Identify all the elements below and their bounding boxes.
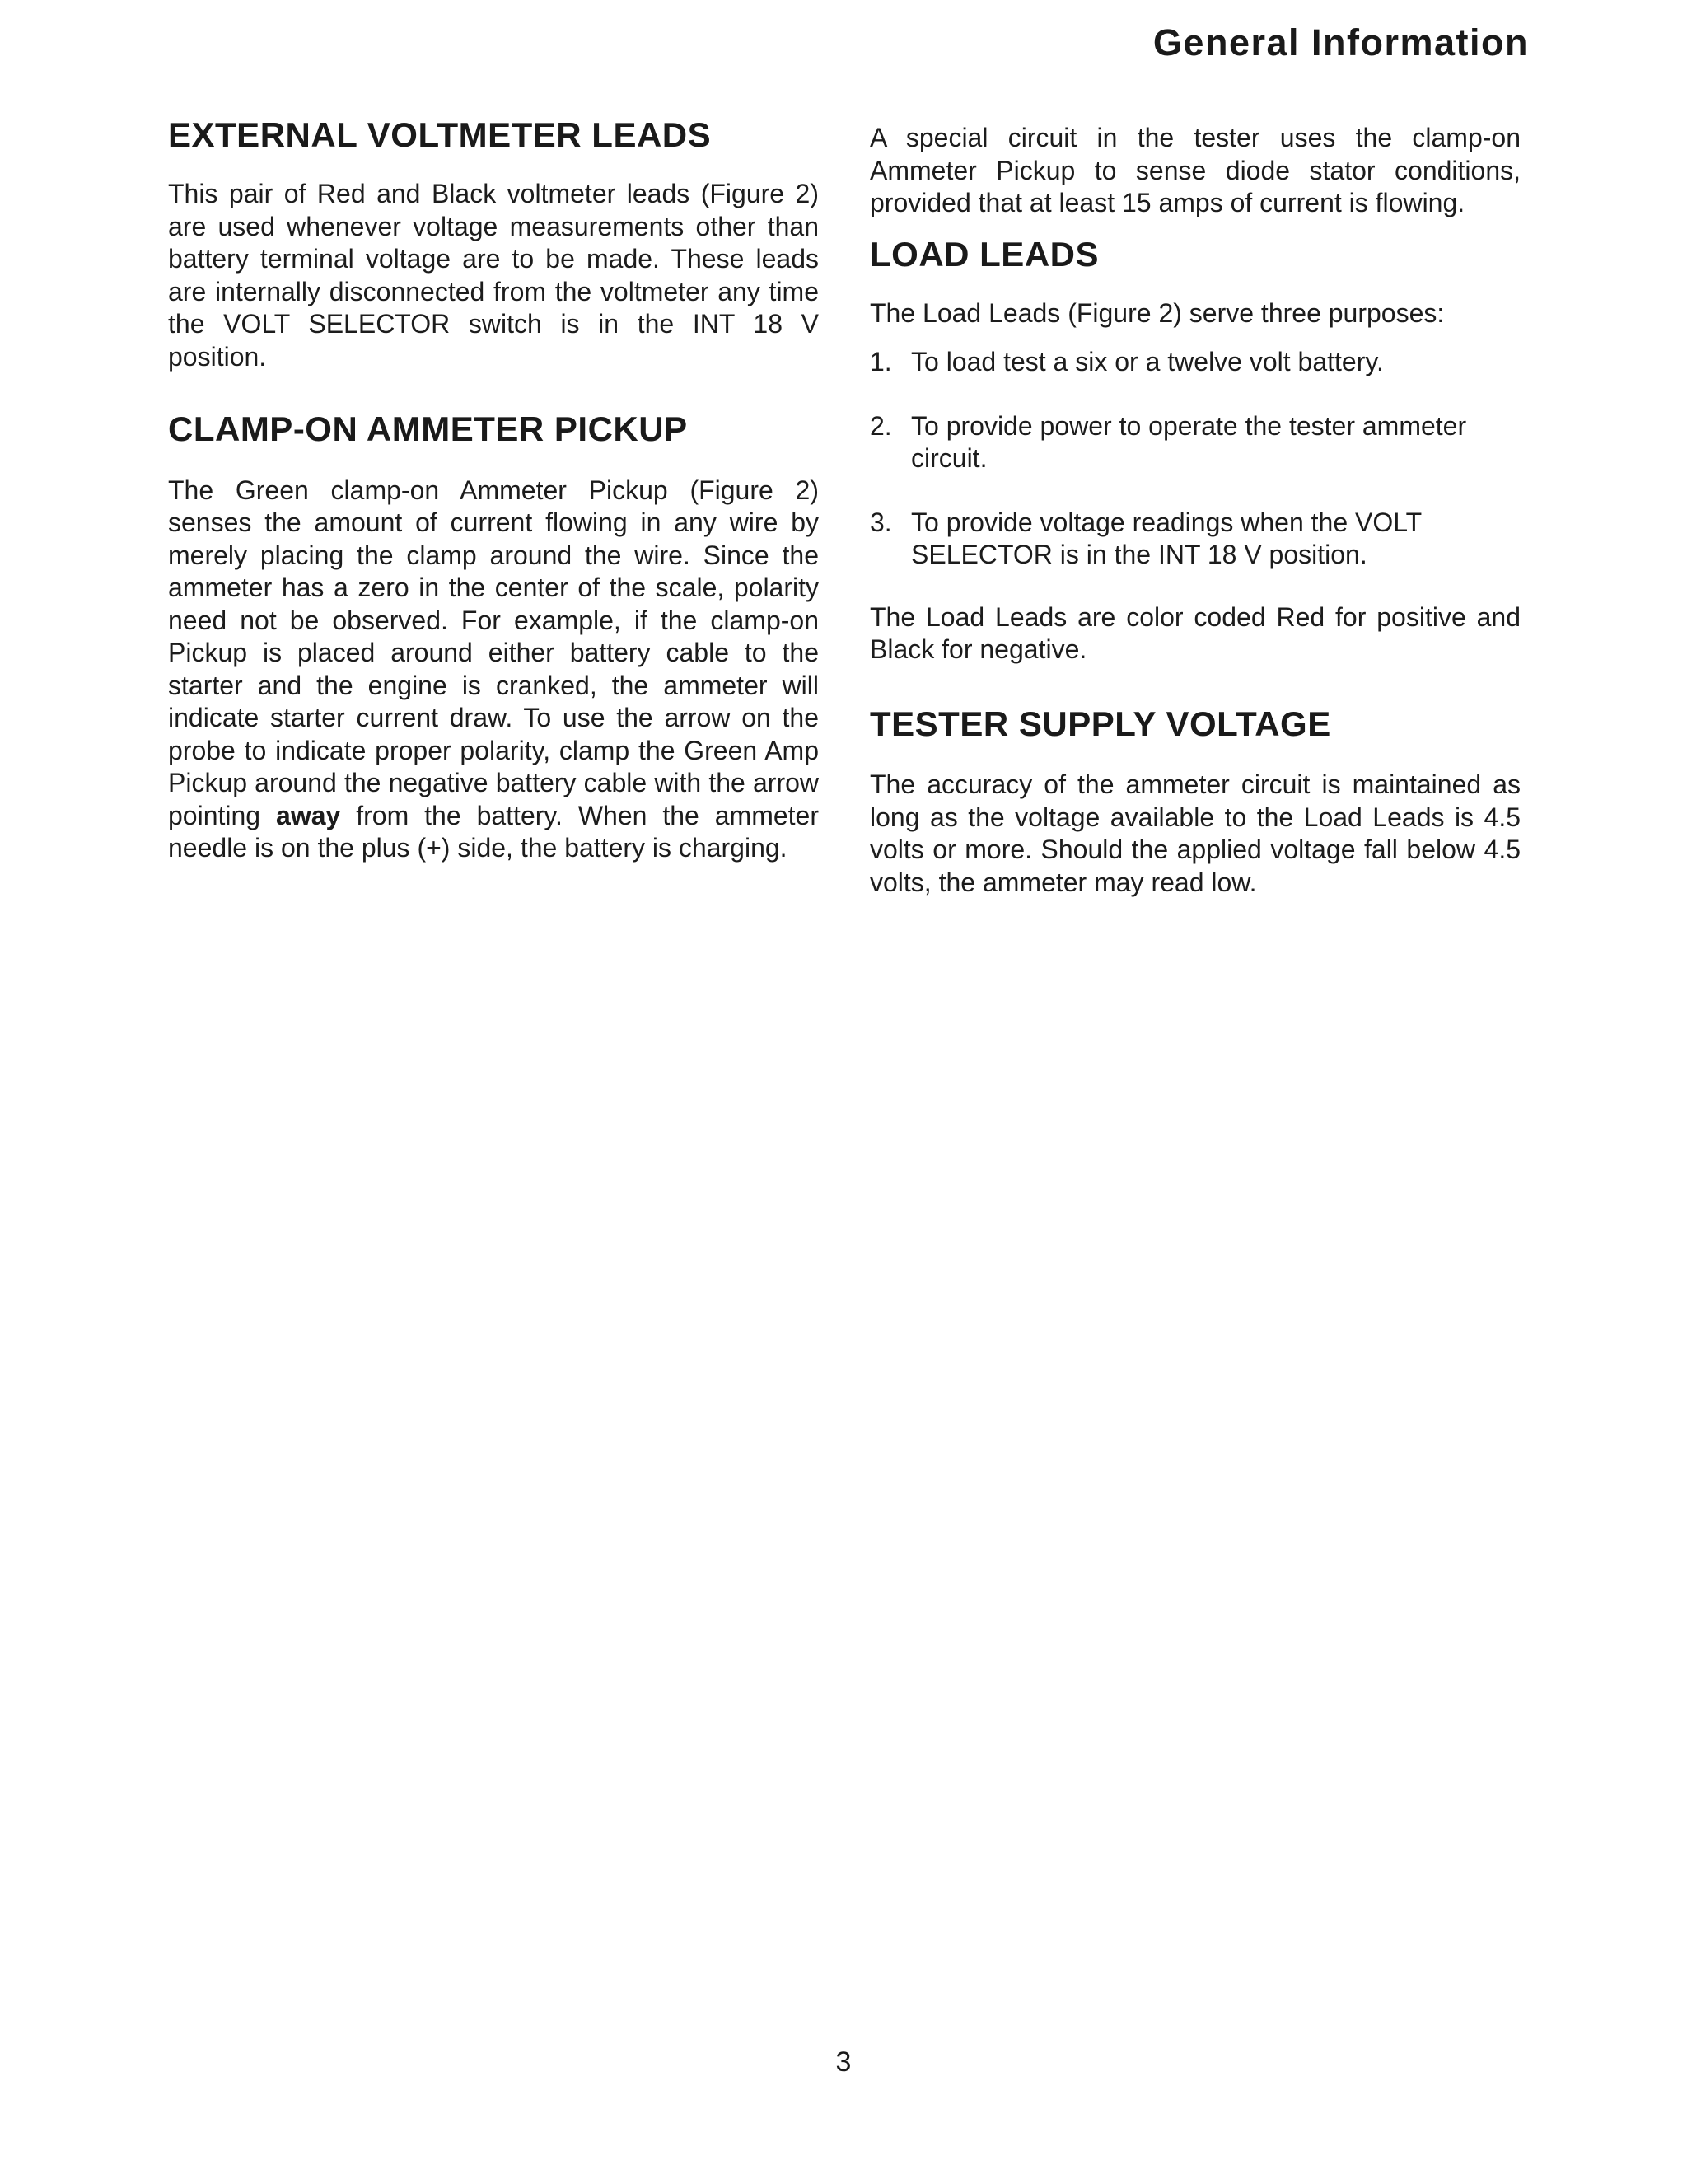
list-item [870, 507, 1521, 572]
heading-external-voltmeter-leads: EXTERNAL VOLTMETER LEADS [168, 115, 712, 154]
paragraph-clamp-on-ammeter-pickup [168, 475, 819, 865]
page-number: 3 [835, 2046, 852, 2078]
right-column [870, 115, 1521, 899]
paragraph-text-before: The Green clamp-on Ammeter Pickup (Figure 2) senses the amount of current flowing in any wire by merely placing the clamp around the wire. Since the ammeter has a zero in the center of the scale, polarity need not be observed. For example, if the clamp-on Pickup is placed around either battery cable to the starter and the engine is cranked, the ammeter will indicate starter current draw. To use the arrow on the probe to indicate proper polarity, clamp the Green Amp Pickup around the negative battery cable with the arrow pointing [168, 475, 819, 830]
heading-clamp-on-ammeter-pickup: CLAMP-ON AMMETER PICKUP [168, 409, 688, 449]
running-header: General Information [1152, 21, 1529, 63]
heading-tester-supply-voltage: TESTER SUPPLY VOLTAGE [870, 704, 1331, 743]
list-item-text: To provide power to operate the tester ammeter circuit. [911, 410, 1467, 474]
paragraph-external-voltmeter-leads: This pair of Red and Black voltmeter leads (Figure 2) are used whenever voltage measurements other than battery terminal voltage are to be made. These leads are internally disconnected from the voltmeter any time the VOLT SELECTOR switch is in the INT 18 V position. [168, 179, 819, 372]
heading-load-leads: LOAD LEADS [870, 234, 1099, 274]
list-item [870, 410, 1521, 475]
list-item-text: To load test a six or a twelve volt battery. [911, 347, 1384, 377]
left-column [168, 115, 819, 865]
paragraph-bold-word: away [276, 800, 341, 830]
paragraph-load-leads-color: The Load Leads are color coded Red for positive and Black for negative. [870, 601, 1521, 665]
paragraph-load-leads-intro: The Load Leads (Figure 2) serve three purposes: [870, 297, 1445, 328]
paragraph-tester-supply-voltage: The accuracy of the ammeter circuit is maintained as long as the voltage available to the Load Leads is 4.5 volts or more. Should the applied voltage fall below 4.5 volts, the ammeter may read low. [870, 769, 1521, 897]
paragraph-special-circuit: A special circuit in the tester uses the clamp-on Ammeter Pickup to sense diode stator conditions, provided that at least 15 amps of current is flowing. [870, 123, 1521, 217]
load-leads-list [870, 346, 1521, 572]
list-item [870, 346, 1521, 379]
list-item-number: 3. [870, 507, 892, 537]
paragraph-text-after: from the battery. When the ammeter needle is on the plus (+) side, the battery is charging. [168, 800, 820, 863]
list-item-number: 1. [870, 347, 892, 377]
list-item-number: 2. [870, 410, 892, 441]
list-item-text: To provide voltage readings when the VOLT SELECTOR is in the INT 18 V position. [911, 507, 1422, 570]
